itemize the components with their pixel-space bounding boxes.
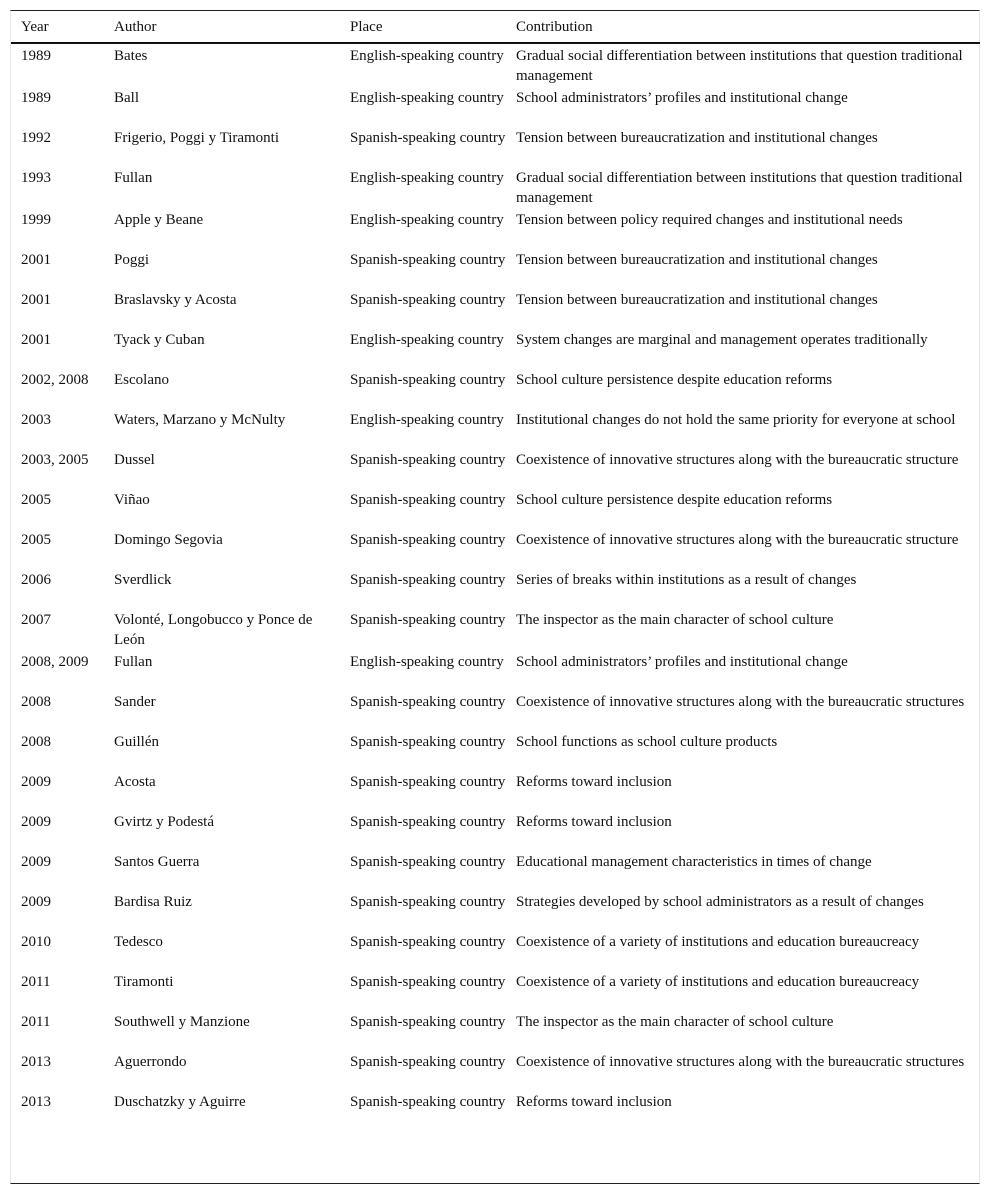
cell-place: Spanish-speaking country — [350, 1014, 506, 1030]
header-place: Place — [340, 11, 506, 43]
table-row — [11, 126, 980, 166]
cell-author: Sverdlick — [114, 572, 172, 588]
cell-contribution: Reforms toward inclusion — [516, 774, 672, 790]
cell-year: 2009 — [21, 774, 51, 790]
cell-place: English-speaking country — [350, 90, 504, 106]
cell-author: Fullan — [114, 654, 153, 670]
table-row — [11, 930, 980, 970]
cell-year: 2005 — [21, 532, 51, 548]
cell-author: Aguerrondo — [114, 1054, 187, 1070]
cell-place: Spanish-speaking country — [350, 814, 506, 830]
cell-place: Spanish-speaking country — [350, 130, 506, 146]
cell-contribution: Coexistence of a variety of institutions and education bureaucreacy — [516, 974, 920, 990]
cell-author: Tyack y Cuban — [114, 332, 205, 348]
cell-author: Gvirtz y Podestá — [114, 814, 214, 830]
cell-place: English-speaking country — [350, 48, 504, 64]
table-row — [11, 1050, 980, 1090]
cell-contribution: Coexistence of innovative structures along with the bureaucratic structures — [516, 694, 965, 710]
cell-place: Spanish-speaking country — [350, 1094, 506, 1110]
cell-place: Spanish-speaking country — [350, 372, 506, 388]
cell-contribution: Reforms toward inclusion — [516, 1094, 672, 1110]
cell-year: 1993 — [21, 170, 51, 186]
cell-author: Bardisa Ruiz — [114, 894, 192, 910]
cell-place: English-speaking country — [350, 654, 504, 670]
table-row — [11, 1090, 980, 1130]
cell-contribution: School administrators’ profiles and institutional change — [516, 654, 848, 670]
table-row — [11, 288, 980, 328]
cell-contribution: School administrators’ profiles and institutional change — [516, 90, 848, 106]
table-row — [11, 890, 980, 930]
table-row — [11, 368, 980, 408]
cell-contribution: Coexistence of innovative structures along with the bureaucratic structures — [516, 1054, 965, 1070]
cell-year: 2010 — [21, 934, 51, 950]
cell-place: Spanish-speaking country — [350, 974, 506, 990]
cell-year: 1989 — [21, 90, 51, 106]
cell-author: Viñao — [114, 492, 150, 508]
cell-place: English-speaking country — [350, 170, 504, 186]
table-row — [11, 43, 980, 86]
cell-year: 2003 — [21, 412, 51, 428]
cell-author: Tedesco — [114, 934, 163, 950]
cell-author: Escolano — [114, 372, 169, 388]
cell-year: 2013 — [21, 1094, 51, 1110]
cell-year: 2008, 2009 — [21, 654, 89, 670]
cell-author: Apple y Beane — [114, 212, 204, 228]
cell-year: 2001 — [21, 332, 51, 348]
table-row — [11, 328, 980, 368]
cell-year: 2009 — [21, 854, 51, 870]
cell-author: Sander — [114, 694, 156, 710]
table-row — [11, 970, 980, 1010]
cell-year: 2007 — [21, 612, 51, 628]
cell-author: Waters, Marzano y McNulty — [114, 412, 286, 428]
cell-year: 2008 — [21, 734, 51, 750]
cell-place: Spanish-speaking country — [350, 774, 506, 790]
cell-year: 2009 — [21, 814, 51, 830]
cell-contribution: Series of breaks within institutions as a result of changes — [516, 572, 857, 588]
cell-place: Spanish-speaking country — [350, 854, 506, 870]
cell-year: 2009 — [21, 894, 51, 910]
cell-year: 1992 — [21, 130, 51, 146]
cell-author: Acosta — [114, 774, 156, 790]
cell-year: 2011 — [21, 1014, 51, 1030]
cell-place: Spanish-speaking country — [350, 572, 506, 588]
cell-year: 2011 — [21, 974, 51, 990]
cell-author: Domingo Segovia — [114, 532, 223, 548]
cell-contribution: The inspector as the main character of school culture — [516, 612, 834, 628]
cell-place: Spanish-speaking country — [350, 734, 506, 750]
table-row — [11, 166, 980, 208]
table-row — [11, 248, 980, 288]
cell-contribution: System changes are marginal and management operates traditionally — [516, 332, 928, 348]
cell-contribution: Coexistence of innovative structures along with the bureaucratic structure — [516, 532, 959, 548]
table-row — [11, 650, 980, 690]
table-row — [11, 1010, 980, 1050]
cell-year: 2005 — [21, 492, 51, 508]
cell-year: 1989 — [21, 48, 51, 64]
cell-author: Dussel — [114, 452, 155, 468]
table-row — [11, 528, 980, 568]
cell-contribution: Reforms toward inclusion — [516, 814, 672, 830]
header-row — [11, 11, 980, 43]
cell-year: 2001 — [21, 252, 51, 268]
cell-place: Spanish-speaking country — [350, 1054, 506, 1070]
cell-author: Tiramonti — [114, 974, 174, 990]
cell-place: Spanish-speaking country — [350, 532, 506, 548]
table-body — [11, 43, 980, 1130]
header-author: Author — [104, 11, 340, 43]
table-row — [11, 86, 980, 126]
cell-year: 2013 — [21, 1054, 51, 1070]
cell-contribution: Gradual social differentiation between institutions that question traditional management — [516, 170, 963, 206]
cell-contribution: Strategies developed by school administrators as a result of changes — [516, 894, 924, 910]
cell-contribution: Tension between bureaucratization and institutional changes — [516, 130, 878, 146]
cell-contribution: Gradual social differentiation between institutions that question traditional management — [516, 48, 963, 84]
cell-author: Frigerio, Poggi y Tiramonti — [114, 130, 280, 146]
cell-place: Spanish-speaking country — [350, 292, 506, 308]
cell-author: Ball — [114, 90, 139, 106]
cell-author: Southwell y Manzione — [114, 1014, 250, 1030]
cell-author: Bates — [114, 48, 148, 64]
table-row — [11, 208, 980, 248]
cell-contribution: Coexistence of innovative structures along with the bureaucratic structure — [516, 452, 959, 468]
table-header — [11, 11, 980, 43]
table-row — [11, 690, 980, 730]
cell-place: English-speaking country — [350, 412, 504, 428]
cell-year: 2001 — [21, 292, 51, 308]
table-row — [11, 770, 980, 810]
cell-author: Santos Guerra — [114, 854, 200, 870]
cell-place: Spanish-speaking country — [350, 694, 506, 710]
table-row — [11, 850, 980, 890]
cell-contribution: Tension between bureaucratization and institutional changes — [516, 292, 878, 308]
cell-year: 2003, 2005 — [21, 452, 89, 468]
table-row — [11, 408, 980, 448]
cell-year: 2002, 2008 — [21, 372, 89, 388]
cell-place: Spanish-speaking country — [350, 934, 506, 950]
cell-contribution: School culture persistence despite education reforms — [516, 492, 833, 508]
table-row — [11, 810, 980, 850]
cell-author: Fullan — [114, 170, 153, 186]
table-row — [11, 730, 980, 770]
cell-contribution: Coexistence of a variety of institutions and education bureaucreacy — [516, 934, 920, 950]
cell-year: 2008 — [21, 694, 51, 710]
table-row — [11, 568, 980, 608]
cell-contribution: The inspector as the main character of school culture — [516, 1014, 834, 1030]
cell-author: Braslavsky y Acosta — [114, 292, 237, 308]
cell-author: Duschatzky y Aguirre — [114, 1094, 246, 1110]
cell-place: Spanish-speaking country — [350, 894, 506, 910]
cell-author: Volonté, Longobucco y Ponce de León — [114, 612, 313, 648]
cell-place: English-speaking country — [350, 212, 504, 228]
header-year: Year — [11, 11, 104, 43]
table-row — [11, 448, 980, 488]
cell-contribution: Tension between bureaucratization and institutional changes — [516, 252, 878, 268]
cell-contribution: School culture persistence despite education reforms — [516, 372, 833, 388]
cell-contribution: Institutional changes do not hold the same priority for everyone at school — [516, 412, 956, 428]
cell-place: English-speaking country — [350, 332, 504, 348]
cell-place: Spanish-speaking country — [350, 452, 506, 468]
cell-place: Spanish-speaking country — [350, 492, 506, 508]
cell-place: Spanish-speaking country — [350, 252, 506, 268]
cell-place: Spanish-speaking country — [350, 612, 506, 628]
cell-author: Poggi — [114, 252, 150, 268]
cell-year: 2006 — [21, 572, 51, 588]
cell-contribution: Tension between policy required changes and institutional needs — [516, 212, 903, 228]
cell-contribution: School functions as school culture products — [516, 734, 778, 750]
table-row — [11, 488, 980, 528]
table-row — [11, 608, 980, 650]
cell-year: 1999 — [21, 212, 51, 228]
cell-contribution: Educational management characteristics in times of change — [516, 854, 872, 870]
cell-author: Guillén — [114, 734, 159, 750]
header-contribution: Contribution — [506, 11, 980, 43]
literature-table — [11, 11, 980, 1130]
